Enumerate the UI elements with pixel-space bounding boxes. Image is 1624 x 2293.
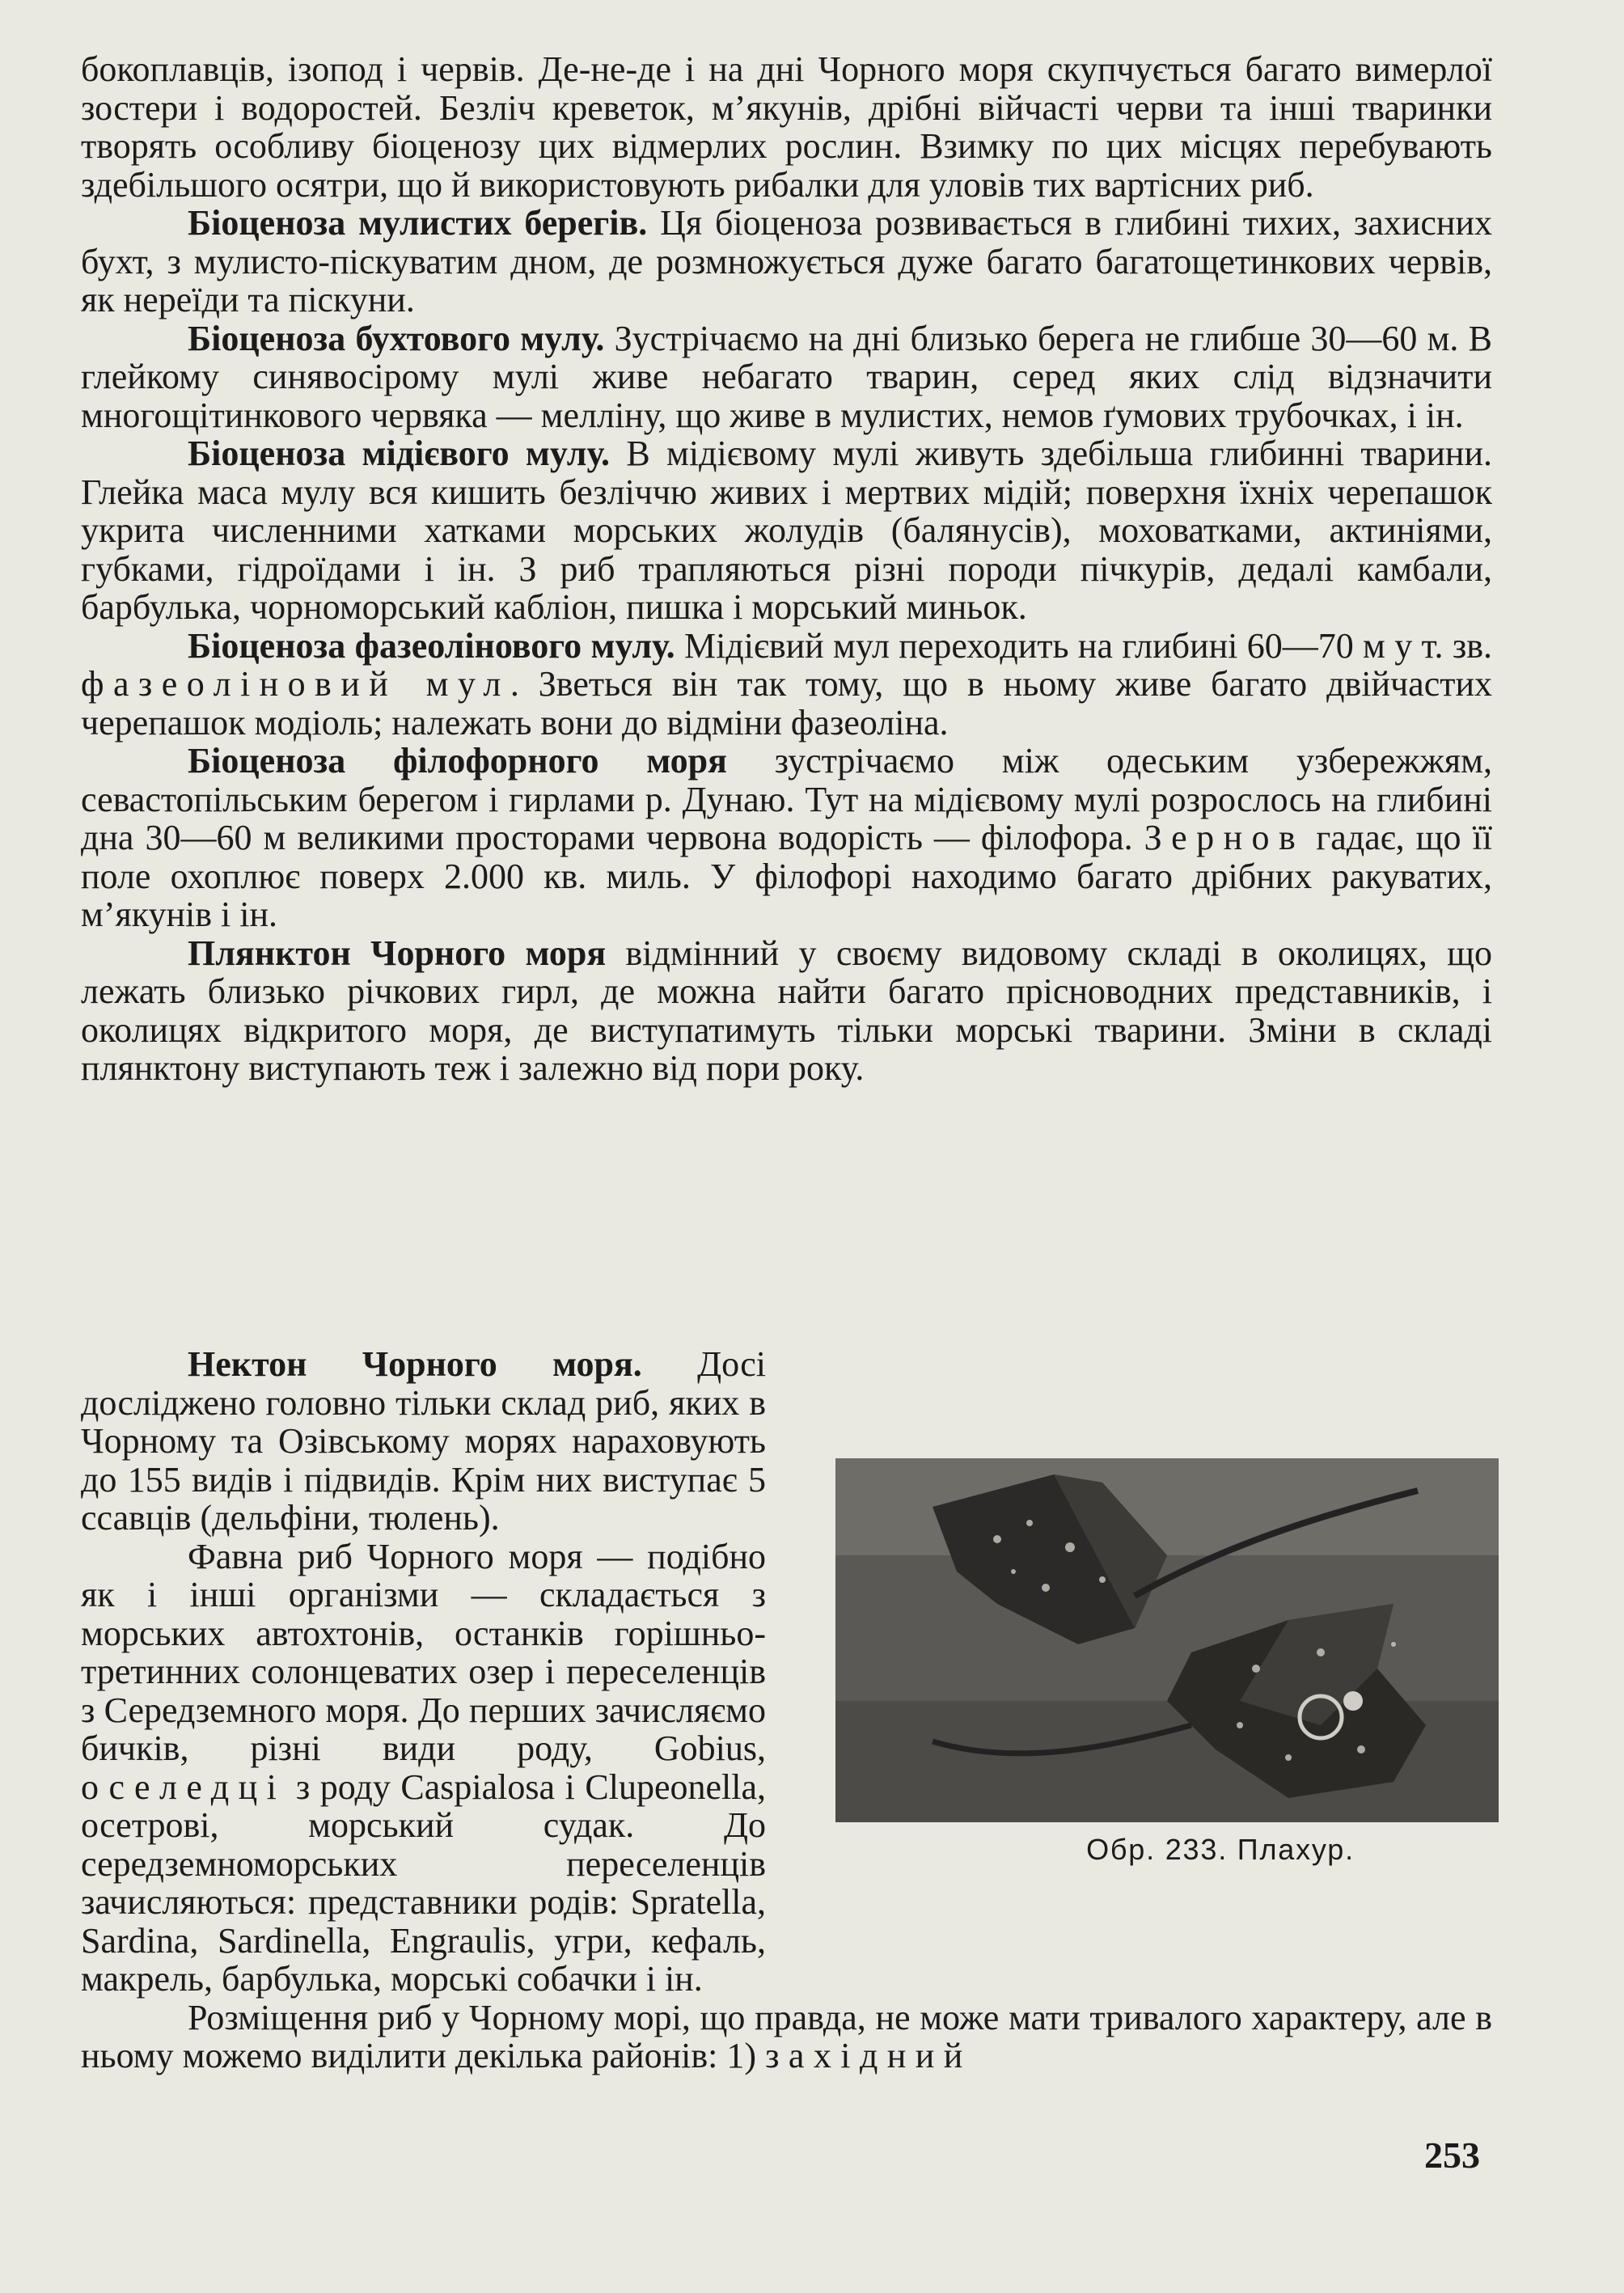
ray-fish-icon: [835, 1458, 1499, 1822]
paragraph-5: Біоценоза філофорного моря зустрічаємо між одеським узбережжям, севастопільським берегом і гирлами р. Дунаю. Тут на мідієвому мулі розрослось на глибині дна 30—60 м великими просторами червона водорість — філофора. Зернов гадає, що її поле охоплює поверх 2.000 кв. миль. У філофорі находимо багато дрібних ракуватих, м’якунів і ін.: [81, 741, 1492, 934]
paragraph-3: Біоценоза мідієвого мулу. В мідієвому мулі живуть здебільша глибинні тварини. Глейка маса мулу вся кишить безліччю живих і мертвих мідій; поверхня їхніх черепашок укрита численними хатками морських жолудів (балянусів), моховатками, актиніями, губками, гідроїдами і ін. З риб трапляються різні породи пічкурів, дедалі камбали, барбулька, чорноморський кабліон, пишка і морський миньок.: [81, 434, 1492, 627]
paragraph-distribution: Розміщення риб у Чорному морі, що правда, не може мати тривалого характеру, але в ньому можемо виділити декілька районів: 1) західний: [81, 1997, 1492, 2075]
page-number: 253: [1424, 2134, 1480, 2176]
paragraph-2: Біоценоза бухтового мулу. Зустрічаємо на дні близько берега не глибше 30—60 м. В глейкому синявосірому мулі живе небагато тварин, серед яких слід відзначити многощітинкового червяка — мелліну, що живе в мулистих, немов ґумових трубочках, і ін.: [81, 318, 1493, 435]
ray-illustration: [835, 1458, 1499, 1822]
text-column-nekton: [81, 1345, 1492, 2075]
paragraph-4: Біоценоза фазеолінового мулу. Мідієвий мул переходить на глибині 60—70 м у т. зв. фазеоліновий мул. Зветься він так тому, що в ньому живе багато двійчастих черепашок модіоль; належать вони до відміни фазеоліна.: [81, 625, 1493, 742]
figure-caption: Обр. 233. Плахур.: [1086, 1833, 1355, 1866]
paragraph-fauna: Фавна риб Чорного моря — подібно як і інші організми — складається з морських автохтонів, останків горішньо-третинних солонцеватих озер і переселенців з Середземного моря. До перших зачисляємо бичків, різні види роду, Gobius, оселедці з роду Caspialosa і Clupeonella, осетрові, морський судак. До середземноморських переселенців зачисляються: представники родів: Spratella, Sardina, Sardinella, Engraulis, угри, кефаль, макрель, барбулька, морські собачки і ін.: [81, 1536, 766, 1999]
paragraph-nekton: Обр. 233. Плахур. Нектон Чорного моря. Досі досліджено головно тільки склад риб, яких в Чорному та Озівському морях нараховують до 155 видів і підвидів. Крім них виступає 5 ссавців (дельфіни, тюлень).: [81, 1345, 1492, 1538]
paragraph-1: Біоценоза мулистих берегів. Ця біоценоза розвивається в глибині тихих, захисних бухт, з мулисто-піскуватим дном, де розмножується дуже багато багатощетинкових червів, як нереїди та піскуни.: [81, 203, 1492, 319]
paragraph-6: Плянктон Чорного моря відмінний у своєму видовому складі в околицях, що лежать близько річкових гирл, де можна найти багато прісноводних представників, і околицях відкритого моря, де виступатимуть тільки морські тварини. Зміни в складі плянктону виступають теж і залежно від пори року.: [81, 933, 1493, 1088]
figure-ray: [813, 1345, 1492, 1927]
paragraph-0: бокоплавців, ізопод і червів. Де-не-де і на дні Чорного моря скупчується багато вимерлої зостери і водоростей. Безліч креветок, м’якунів, дрібні війчасті черви та інші тваринки творять особливу біоценозу цих відмерлих рослин. Взимку по цих місцях перебувають здебільшого осятри, що й використовують рибалки для уловів тих вартісних риб.: [81, 49, 1492, 205]
text-column-top: [81, 50, 1492, 1088]
